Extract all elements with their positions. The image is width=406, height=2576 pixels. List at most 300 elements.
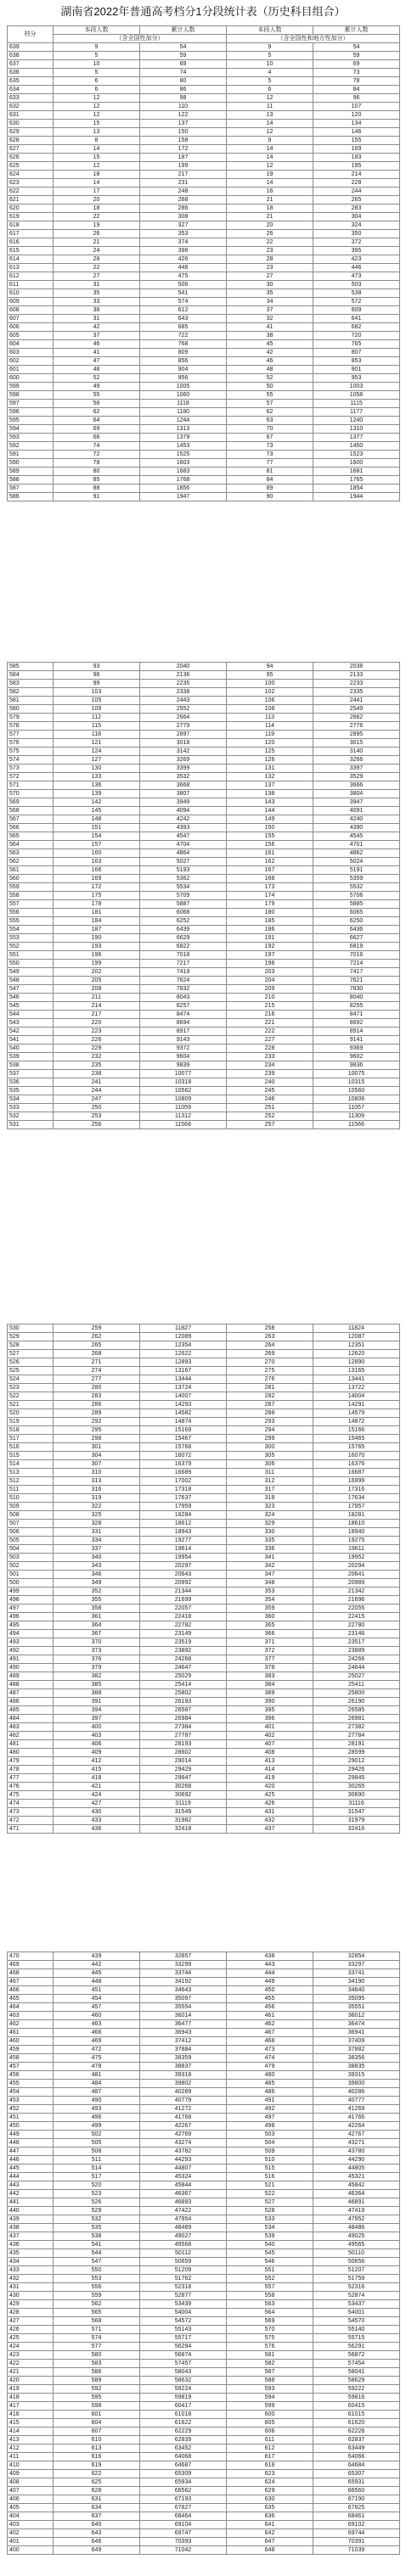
cell-physics-cum: 56294 — [140, 2343, 227, 2351]
cell-history-cum: 24266 — [313, 1655, 400, 1664]
cell-history-count: 26 — [227, 230, 313, 238]
cell-physics-cum: 856 — [140, 357, 227, 366]
cell-history-count: 119 — [227, 731, 313, 739]
cell-physics-cum: 51762 — [140, 2275, 227, 2283]
cell-physics-count: 157 — [54, 841, 140, 849]
cell-history-count: 161 — [227, 849, 313, 858]
table-row — [8, 1324, 400, 1333]
cell-physics-cum: 1947 — [140, 493, 227, 501]
cell-score: 577 — [8, 731, 54, 739]
cell-history-cum: 2776 — [313, 722, 400, 731]
cell-history-cum: 146 — [313, 128, 400, 137]
cell-score: 466 — [8, 1986, 54, 1995]
table-row — [8, 1995, 400, 2003]
cell-score: 622 — [8, 188, 54, 196]
cell-history-count: 641 — [227, 2521, 313, 2529]
table-row — [8, 264, 400, 272]
cell-history-count: 504 — [227, 2139, 313, 2148]
cell-physics-cum: 11568 — [140, 1121, 227, 1129]
cell-history-cum: 64684 — [313, 2461, 400, 2470]
cell-history-cum: 19275 — [313, 1537, 400, 1545]
table-row — [8, 1426, 400, 1435]
cell-physics-count: 259 — [54, 1324, 140, 1333]
cell-history-cum: 51759 — [313, 2275, 400, 2283]
cell-score: 635 — [8, 77, 54, 86]
table-row — [8, 171, 400, 179]
cell-physics-count: 181 — [54, 909, 140, 917]
cell-history-cum: 27784 — [313, 1732, 400, 1740]
table-row — [8, 1596, 400, 1604]
table-row — [8, 2436, 400, 2444]
table-row — [8, 2012, 400, 2020]
table-row — [8, 1011, 400, 1019]
cell-history-count: 41 — [227, 323, 313, 332]
cell-score: 477 — [8, 1774, 54, 1783]
cell-physics-cum: 9372 — [140, 1044, 227, 1053]
cell-score: 403 — [8, 2521, 54, 2529]
table-row — [8, 1562, 400, 1571]
cell-history-cum: 9836 — [313, 1061, 400, 1070]
cell-physics-count: 226 — [54, 1036, 140, 1044]
cell-history-count: 228 — [227, 1044, 313, 1053]
cell-physics-cum: 27384 — [140, 1723, 227, 1732]
cell-history-count: 210 — [227, 994, 313, 1002]
cell-physics-cum: 26587 — [140, 1706, 227, 1715]
table-row — [8, 1579, 400, 1588]
cell-history-cum: 324 — [313, 221, 400, 230]
cell-physics-cum: 20297 — [140, 1562, 227, 1571]
cell-history-count: 10 — [227, 60, 313, 69]
cell-history-count: 305 — [227, 1452, 313, 1460]
cell-score: 610 — [8, 289, 54, 298]
table-row — [8, 43, 400, 52]
cell-physics-cum: 5709 — [140, 892, 227, 900]
cell-physics-count: 289 — [54, 1409, 140, 1418]
cell-physics-count: 496 — [54, 2114, 140, 2122]
cell-history-cum: 1765 — [313, 476, 400, 484]
cell-physics-cum: 49568 — [140, 2241, 227, 2249]
cell-physics-cum: 35097 — [140, 1995, 227, 2003]
table-row — [8, 1554, 400, 1562]
cell-history-cum: 2133 — [313, 671, 400, 680]
cell-history-count: 57 — [227, 400, 313, 408]
cell-history-count: 419 — [227, 1774, 313, 1783]
table-row — [8, 2029, 400, 2037]
cell-physics-cum: 59819 — [140, 2394, 227, 2402]
cell-history-count: 174 — [227, 892, 313, 900]
cell-history-cum: 55140 — [313, 2326, 400, 2334]
table-row — [8, 2037, 400, 2046]
cell-history-cum: 22055 — [313, 1604, 400, 1613]
cell-history-count: 12 — [227, 94, 313, 103]
table-row — [8, 688, 400, 697]
cell-history-cum: 265 — [313, 196, 400, 204]
cell-history-cum: 57454 — [313, 2360, 400, 2368]
cell-physics-count: 349 — [54, 1579, 140, 1588]
cell-physics-count: 15 — [54, 120, 140, 128]
cell-history-cum: 12890 — [313, 1358, 400, 1367]
cell-physics-cum: 268 — [140, 196, 227, 204]
cell-score: 559 — [8, 883, 54, 892]
cell-physics-count: 403 — [54, 1732, 140, 1740]
table-page-4 — [7, 1952, 399, 2555]
cell-physics-cum: 6629 — [140, 934, 227, 943]
cell-history-cum: 64066 — [313, 2453, 400, 2461]
cell-physics-cum: 7217 — [140, 960, 227, 968]
table-row — [8, 1121, 400, 1129]
table-row — [8, 1749, 400, 1757]
cell-physics-count: 622 — [54, 2470, 140, 2478]
cell-physics-cum: 2779 — [140, 722, 227, 731]
cell-physics-count: 304 — [54, 1452, 140, 1460]
cell-physics-cum: 286 — [140, 204, 227, 213]
cell-history-count: 73 — [227, 451, 313, 459]
cell-physics-cum: 41272 — [140, 2105, 227, 2114]
cell-score: 414 — [8, 2428, 54, 2436]
cell-score: 426 — [8, 2326, 54, 2334]
cell-score: 525 — [8, 1367, 54, 1375]
cell-physics-count: 355 — [54, 1596, 140, 1604]
cell-score: 548 — [8, 977, 54, 985]
table-row — [8, 1350, 400, 1358]
cell-history-cum: 13441 — [313, 1375, 400, 1384]
cell-score: 438 — [8, 2224, 54, 2232]
cell-history-cum: 9369 — [313, 1044, 400, 1053]
cell-history-count: 294 — [227, 1426, 313, 1435]
cell-physics-count: 532 — [54, 2215, 140, 2224]
cell-physics-count: 62 — [54, 408, 140, 417]
cell-physics-cum: 158 — [140, 137, 227, 145]
table-row — [8, 1409, 400, 1418]
cell-physics-cum: 32857 — [140, 1952, 227, 1961]
cell-score: 523 — [8, 1384, 54, 1392]
cell-history-count: 23 — [227, 264, 313, 272]
cell-score: 402 — [8, 2529, 54, 2538]
cell-history-cum: 46891 — [313, 2198, 400, 2207]
table-page-1 — [7, 25, 399, 501]
cell-history-cum: 52874 — [313, 2292, 400, 2300]
cell-score: 490 — [8, 1664, 54, 1672]
cell-history-cum: 56291 — [313, 2343, 400, 2351]
cell-score: 475 — [8, 1791, 54, 1800]
cell-history-count: 263 — [227, 1333, 313, 1341]
table-row — [8, 977, 400, 985]
cell-score: 443 — [8, 2181, 54, 2190]
cell-history-cum: 2038 — [313, 663, 400, 671]
cell-physics-cum: 33744 — [140, 1969, 227, 1978]
table-row — [8, 1401, 400, 1409]
cell-score: 405 — [8, 2504, 54, 2512]
cell-history-cum: 44805 — [313, 2164, 400, 2173]
cell-physics-cum: 1180 — [140, 408, 227, 417]
cell-physics-count: 610 — [54, 2436, 140, 2444]
cell-history-count: 299 — [227, 1435, 313, 1443]
cell-physics-cum: 574 — [140, 298, 227, 306]
cell-physics-count: 526 — [54, 2198, 140, 2207]
cell-score: 492 — [8, 1647, 54, 1655]
cell-history-cum: 6819 — [313, 943, 400, 951]
cell-history-cum: 11566 — [313, 1121, 400, 1129]
cell-physics-count: 28 — [54, 255, 140, 264]
cell-score: 575 — [8, 748, 54, 756]
cell-score: 598 — [8, 391, 54, 400]
cell-physics-cum: 4704 — [140, 841, 227, 849]
cell-history-count: 288 — [227, 1409, 313, 1418]
cell-history-count: 300 — [227, 1443, 313, 1452]
cell-physics-cum: 16072 — [140, 1452, 227, 1460]
cell-history-cum: 5191 — [313, 866, 400, 875]
cell-physics-count: 58 — [54, 400, 140, 408]
cell-physics-count: 574 — [54, 2334, 140, 2343]
cell-physics-cum: 448 — [140, 264, 227, 272]
cell-history-count: 582 — [227, 2360, 313, 2368]
cell-physics-count: 493 — [54, 2105, 140, 2114]
cell-history-count: 138 — [227, 790, 313, 798]
cell-history-count: 623 — [227, 2470, 313, 2478]
cell-history-cum: 2549 — [313, 705, 400, 714]
cell-history-count: 246 — [227, 1095, 313, 1104]
cell-history-count: 18 — [227, 204, 313, 213]
table-row — [8, 451, 400, 459]
cell-physics-count: 49 — [54, 383, 140, 391]
cell-physics-count: 619 — [54, 2461, 140, 2470]
cell-history-cum: 10560 — [313, 1087, 400, 1095]
cell-history-count: 366 — [227, 1630, 313, 1638]
cell-history-count: 6 — [227, 86, 313, 94]
cell-history-count: 197 — [227, 951, 313, 960]
table-row — [8, 2453, 400, 2461]
table-row — [8, 680, 400, 688]
cell-history-cum: 51207 — [313, 2266, 400, 2275]
cell-physics-count: 208 — [54, 985, 140, 994]
cell-physics-cum: 172 — [140, 145, 227, 154]
cell-history-cum: 304 — [313, 213, 400, 221]
table-row — [8, 943, 400, 951]
cell-physics-count: 439 — [54, 1952, 140, 1961]
cell-history-count: 408 — [227, 1749, 313, 1757]
cell-score: 597 — [8, 400, 54, 408]
cell-physics-cum: 57457 — [140, 2360, 227, 2368]
table-row — [8, 1078, 400, 1087]
cell-history-cum: 5885 — [313, 900, 400, 909]
cell-history-count: 258 — [227, 1324, 313, 1333]
cell-score: 506 — [8, 1528, 54, 1537]
cell-history-cum: 42767 — [313, 2131, 400, 2139]
cell-history-cum: 49025 — [313, 2232, 400, 2241]
cell-score: 530 — [8, 1324, 54, 1333]
table-row — [8, 1384, 400, 1392]
cell-physics-cum: 5534 — [140, 883, 227, 892]
cell-score: 636 — [8, 69, 54, 77]
cell-score: 473 — [8, 1808, 54, 1817]
cell-score: 455 — [8, 2080, 54, 2088]
cell-history-count: 336 — [227, 1545, 313, 1554]
table-row — [8, 705, 400, 714]
cell-score: 607 — [8, 315, 54, 323]
cell-physics-count: 607 — [54, 2428, 140, 2436]
cell-history-cum: 7417 — [313, 968, 400, 977]
cell-history-count: 240 — [227, 1078, 313, 1087]
cell-score: 594 — [8, 425, 54, 434]
cell-history-cum: 3266 — [313, 756, 400, 764]
table-row — [8, 1333, 400, 1341]
cell-physics-count: 99 — [54, 680, 140, 688]
cell-history-cum: 36012 — [313, 2012, 400, 2020]
cell-score: 437 — [8, 2232, 54, 2241]
cell-physics-cum: 98 — [140, 94, 227, 103]
cell-score: 448 — [8, 2139, 54, 2148]
cell-history-count: 131 — [227, 764, 313, 773]
cell-physics-cum: 54004 — [140, 2309, 227, 2317]
cell-physics-count: 544 — [54, 2249, 140, 2258]
cell-history-cum: 18610 — [313, 1520, 400, 1528]
cell-physics-cum: 9143 — [140, 1036, 227, 1044]
cell-history-count: 186 — [227, 926, 313, 934]
cell-history-cum: 641 — [313, 315, 400, 323]
cell-history-cum: 47419 — [313, 2207, 400, 2215]
cell-score: 590 — [8, 459, 54, 468]
cell-physics-count: 442 — [54, 1961, 140, 1969]
cell-history-cum: 503 — [313, 281, 400, 289]
cell-history-cum: 15765 — [313, 1443, 400, 1452]
cell-history-count: 528 — [227, 2207, 313, 2215]
table-row — [8, 781, 400, 790]
cell-history-count: 593 — [227, 2385, 313, 2394]
cell-physics-count: 14 — [54, 179, 140, 188]
cell-score: 536 — [8, 1078, 54, 1087]
cell-score: 522 — [8, 1392, 54, 1401]
cell-physics-cum: 19954 — [140, 1554, 227, 1562]
cell-physics-cum: 16689 — [140, 1469, 227, 1477]
cell-physics-cum: 3949 — [140, 798, 227, 807]
cell-history-cum: 1003 — [313, 383, 400, 391]
cell-history-count: 94 — [227, 663, 313, 671]
cell-history-count: 73 — [227, 442, 313, 451]
table-row — [8, 790, 400, 798]
cell-history-cum: 953 — [313, 374, 400, 383]
cell-physics-count: 17 — [54, 188, 140, 196]
cell-history-count: 431 — [227, 1808, 313, 1817]
table-row — [8, 1783, 400, 1791]
cell-history-count: 425 — [227, 1791, 313, 1800]
table-row — [8, 1019, 400, 1028]
cell-score: 540 — [8, 1044, 54, 1053]
cell-physics-cum: 541 — [140, 289, 227, 298]
cell-physics-cum: 65309 — [140, 2470, 227, 2478]
table-row — [8, 425, 400, 434]
table-row — [8, 832, 400, 841]
table-row — [8, 391, 400, 400]
cell-physics-count: 421 — [54, 1783, 140, 1791]
cell-history-count: 245 — [227, 1087, 313, 1095]
cell-history-cum: 11824 — [313, 1324, 400, 1333]
cell-history-count: 192 — [227, 943, 313, 951]
cell-score: 554 — [8, 926, 54, 934]
cell-physics-count: 613 — [54, 2444, 140, 2453]
cell-score: 460 — [8, 2037, 54, 2046]
cell-score: 602 — [8, 357, 54, 366]
table-row — [8, 1028, 400, 1036]
cell-physics-cum: 6068 — [140, 909, 227, 917]
cell-physics-count: 628 — [54, 2487, 140, 2495]
cell-physics-cum: 29847 — [140, 1774, 227, 1783]
cell-history-cum: 37882 — [313, 2046, 400, 2054]
cell-history-cum: 33741 — [313, 1969, 400, 1978]
cell-history-cum: 12351 — [313, 1341, 400, 1350]
cell-history-count: 545 — [227, 2249, 313, 2258]
cell-physics-count: 196 — [54, 951, 140, 960]
cell-physics-count: 430 — [54, 1808, 140, 1817]
cell-physics-count: 8 — [54, 137, 140, 145]
cell-history-cum: 29845 — [313, 1774, 400, 1783]
cell-physics-count: 433 — [54, 1817, 140, 1825]
table-row — [8, 2461, 400, 2470]
table-row — [8, 714, 400, 722]
cell-history-count: 35 — [227, 289, 313, 298]
cell-history-count: 642 — [227, 2529, 313, 2538]
table-row — [8, 2173, 400, 2181]
cell-physics-cum: 42769 — [140, 2131, 227, 2139]
cell-history-cum: 8692 — [313, 1019, 400, 1028]
cell-physics-cum: 398 — [140, 247, 227, 255]
cell-history-count: 570 — [227, 2326, 313, 2334]
table-row — [8, 2258, 400, 2266]
cell-physics-cum: 7832 — [140, 985, 227, 994]
table-row — [8, 2139, 400, 2148]
cell-history-cum: 2441 — [313, 697, 400, 705]
cell-physics-cum: 25802 — [140, 1689, 227, 1698]
cell-history-count: 533 — [227, 2215, 313, 2224]
cell-history-count: 311 — [227, 1469, 313, 1477]
cell-physics-count: 625 — [54, 2478, 140, 2487]
table-row — [8, 697, 400, 705]
cell-physics-cum: 36477 — [140, 2020, 227, 2029]
cell-history-cum: 62837 — [313, 2436, 400, 2444]
table-row — [8, 773, 400, 781]
cell-physics-count: 520 — [54, 2181, 140, 2190]
table-row — [8, 459, 400, 468]
cell-physics-count: 334 — [54, 1537, 140, 1545]
table-row — [8, 1095, 400, 1104]
cell-history-count: 407 — [227, 1740, 313, 1749]
cell-history-cum: 31116 — [313, 1800, 400, 1808]
cell-score: 625 — [8, 162, 54, 171]
cell-physics-count: 48 — [54, 366, 140, 374]
cell-history-count: 630 — [227, 2495, 313, 2504]
cell-physics-cum: 46367 — [140, 2190, 227, 2198]
cell-physics-cum: 475 — [140, 272, 227, 281]
cell-score: 524 — [8, 1375, 54, 1384]
table-row — [8, 1723, 400, 1732]
table-row — [8, 858, 400, 866]
table-row — [8, 1571, 400, 1579]
table-row — [8, 484, 400, 493]
cell-physics-count: 37 — [54, 332, 140, 340]
cell-history-cum: 52316 — [313, 2283, 400, 2292]
cell-history-count: 414 — [227, 1766, 313, 1774]
cell-history-cum: 26981 — [313, 1715, 400, 1723]
cell-physics-count: 193 — [54, 943, 140, 951]
cell-score: 430 — [8, 2292, 54, 2300]
cell-history-cum: 423 — [313, 255, 400, 264]
cell-physics-count: 190 — [54, 934, 140, 943]
table-row — [8, 366, 400, 374]
cell-physics-cum: 70393 — [140, 2538, 227, 2546]
cell-history-count: 378 — [227, 1664, 313, 1672]
cell-physics-count: 6 — [54, 86, 140, 94]
cell-physics-count: 616 — [54, 2453, 140, 2461]
cell-history-count: 341 — [227, 1554, 313, 1562]
